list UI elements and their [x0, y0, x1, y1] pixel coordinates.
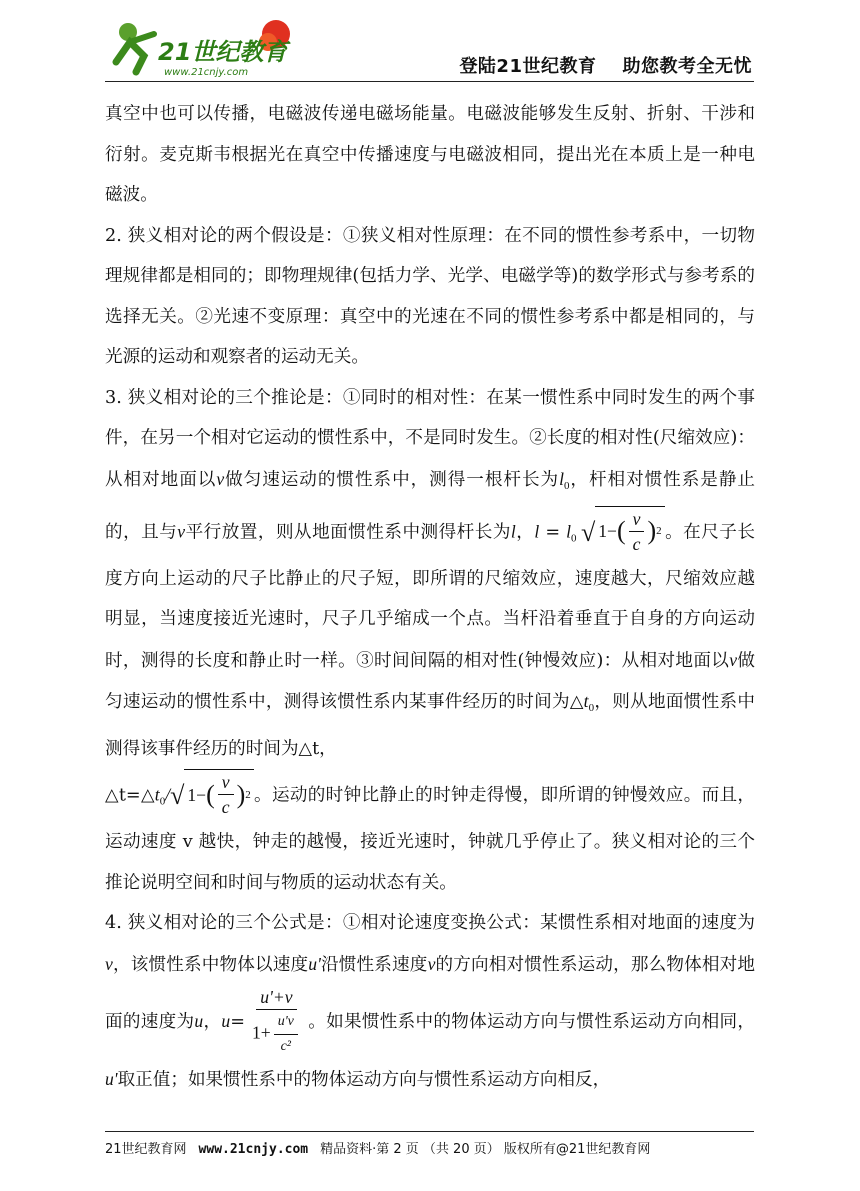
paragraph-3: 3. 狭义相对论的三个推论是：①同时的相对性：在某一惯性系中同时发生的两个事件，在另一个相对它运动的惯性系中，不是同时发生。②长度的相对性(尺缩效应)：从相对地面以v做匀速运动的惯性系中，测得一根杆长为$l_0$，杆相对惯性系是静止的，且与v平行放置，则从地面惯性系中测得杆长为l，$l = l_0$ √ 1− ( $\frac{v}{c}$ ) 2 。在尺子长度方向上运动的尺子比静止的尺子短，即所谓的尺缩效应，速度越大，尺缩效应越明显，当速度接近光速时，尺子几乎缩成一个点。当杆沿着垂直于自身的方向运动时，测得的长度和静止时一样。③时间间隔的相对性(钟慢效应)：从相对地面以v做匀速运动的惯性系中，测得该惯性系内某事件经历的时间为$\triangle t_0$，则从地面惯性系中测得该事件经历的时间为△t， $\triangle t=\triangle t_0/√$ 1− ( $\frac{v}{c}$ ) 2 。运动的时钟比静止的时钟走得慢，即所谓的钟慢效应。而且，运动速度 v 越快，钟走的越慢，接近光速时，钟就几乎停止了。狭义相对论的三个推论说明空间和时间与物质的运动状态有关。: [105, 387, 755, 893]
footer-site: 21世纪教育网: [105, 1142, 187, 1157]
paragraph-1: 真空中也可以传播，电磁波传递电磁场能量。电磁波能够发生反射、折射、干涉和衍射。麦克斯韦根据光在真空中传播速度与电磁波相同，提出光在本质上是一种电磁波。: [105, 104, 755, 205]
page-footer: [105, 1138, 650, 1157]
document-body: [105, 94, 755, 1101]
time-dilation-formula: $t_0/√$ 1− ( $\frac{v}{c}$ ) 2: [155, 769, 254, 822]
paragraph-4: 4. 狭义相对论的三个公式是：①相对论速度变换公式：某惯性系相对地面的速度为v，该惯性系中物体以速度u'沿惯性系速度v的方向相对惯性系运动，那么物体相对地面的速度为u，u= u'+v 1+ $\frac{u'v}{\text{c²}}$ 。如果惯性系中的物体运动方向与惯性系运动方向相同，u'取正值；如果惯性系中的物体运动方向与惯性系运动方向相反，: [105, 913, 755, 1090]
velocity-addition-formula: u'+v 1+ $\frac{u'v}{\text{c²}}$: [248, 985, 305, 1059]
slogan-left: 登陆21世纪教育: [459, 56, 597, 77]
site-logo: [106, 12, 306, 82]
symbol-l0: $l_0$: [559, 468, 570, 492]
footer-divider: [105, 1131, 754, 1132]
symbol-v: v: [216, 468, 225, 489]
symbol-t0: $t_0$: [583, 691, 595, 715]
paragraph-2: 2. 狭义相对论的两个假设是：①狭义相对性原理：在不同的惯性参考系中，一切物理规律都是相同的；即物理规律(包括力学、光学、电磁学等)的数学形式与参考系的选择无关。②光速不变原理：真空中的光速在不同的惯性参考系中都是相同的，与光源的运动和观察者的运动无关。: [105, 225, 755, 367]
logo-text: 21世纪教育: [158, 38, 288, 66]
footer-url[interactable]: www.21cnjy.com: [198, 1142, 309, 1157]
footer-info: 精品资料·第 2 页 （共 20 页） 版权所有@21世纪教育网: [320, 1142, 651, 1157]
header-slogan: [459, 52, 752, 78]
length-contraction-formula: $l_0$ √ 1− ( $\frac{v}{c}$ ) 2: [566, 506, 664, 559]
slogan-right: 助您教考全无忧: [622, 56, 752, 77]
header-divider: [105, 81, 754, 82]
logo-url: www.21cnjy.com: [164, 67, 249, 78]
